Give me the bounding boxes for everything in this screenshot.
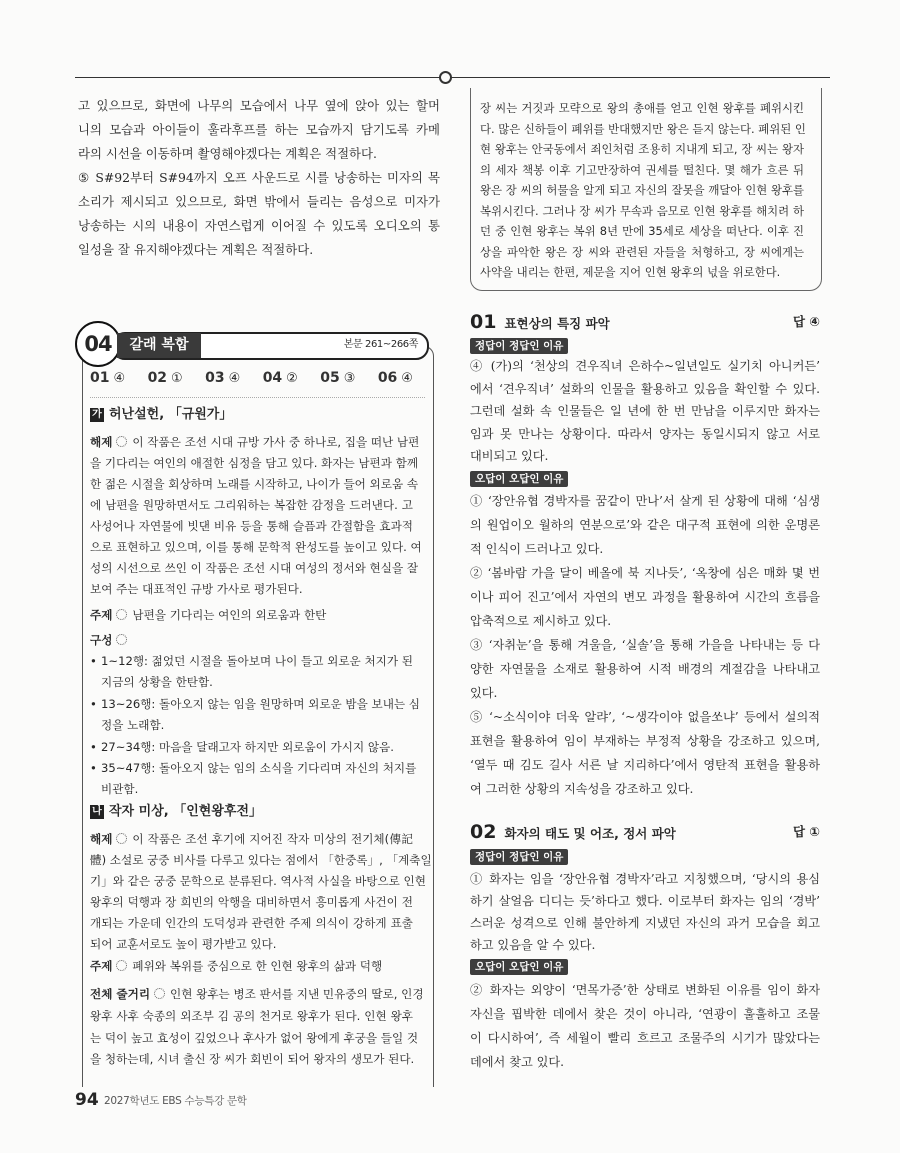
dotted-circle-icon bbox=[116, 436, 127, 447]
answer-item: 06 ④ bbox=[377, 370, 413, 386]
dotted-circle-icon bbox=[116, 609, 127, 620]
line-text: 있다. bbox=[470, 686, 498, 700]
text-line bbox=[470, 355, 820, 378]
text-line bbox=[480, 242, 804, 263]
line-text: 남편을 기다리는 여인의 외로움과 한탄 bbox=[132, 608, 327, 622]
line-text: 보여 주는 대표적인 규방 가사로 평가된다. bbox=[90, 582, 303, 596]
text-line bbox=[90, 630, 413, 651]
line-text: 개되는 가운데 인간의 도덕성과 관련한 주제 의식이 강하게 표출 bbox=[90, 916, 413, 930]
labeled-paragraph bbox=[90, 829, 432, 955]
synopsis-box-text bbox=[480, 98, 804, 283]
line-text: 일성을 잘 유지해야겠다는 계획은 적절하다. bbox=[78, 242, 314, 257]
line-text: 되어 교훈서로도 높이 평가받고 있다. bbox=[90, 937, 277, 951]
correct-reason-badge: 정답이 정답인 이유 bbox=[470, 849, 568, 865]
text-line bbox=[90, 737, 413, 758]
paragraph-label: 전체 줄거리 bbox=[90, 987, 151, 1001]
text-line bbox=[90, 892, 413, 913]
question-01-header bbox=[470, 310, 820, 334]
text-line bbox=[78, 190, 440, 214]
text-line bbox=[90, 984, 424, 1006]
question-number: 02 bbox=[470, 821, 497, 843]
text-line bbox=[470, 1050, 820, 1074]
text-line bbox=[90, 474, 419, 495]
line-text: 한 젊은 시절을 회상하며 노래를 시작하고, 나이가 들어 외로움 속 bbox=[90, 477, 419, 491]
work-ga-structure-list bbox=[90, 651, 420, 801]
text-line bbox=[480, 262, 804, 283]
line-text: 대비되고 있다. bbox=[470, 449, 549, 463]
line-text: 폐위와 복위를 중심으로 한 인현 왕후의 삶과 덕행 bbox=[132, 959, 383, 973]
section-number: 04 bbox=[75, 321, 121, 367]
paragraph bbox=[470, 978, 820, 1074]
text-line bbox=[470, 513, 820, 537]
line-text: 표현을 활용하여 임이 부재하는 부정적 상황을 강조하고 있으며, bbox=[470, 734, 820, 748]
q01-wrong-explanations bbox=[470, 489, 820, 801]
paragraph bbox=[78, 166, 440, 262]
text-line bbox=[78, 142, 440, 166]
line-text: 는 덕이 높고 효성이 깊었으나 후사가 없어 왕에게 후궁을 들일 것 bbox=[90, 1030, 419, 1045]
list-item bbox=[90, 651, 413, 694]
line-text: 그런데 설화 속 인물들은 일 년에 한 번 만남을 이루지만 화자는 bbox=[470, 404, 820, 418]
q02-correct-explanation bbox=[470, 868, 820, 956]
text-line bbox=[470, 657, 820, 681]
line-text: 을 청하는데, 시녀 출신 장 씨가 회빈이 되어 왕자의 생모가 된다. bbox=[90, 1052, 415, 1067]
line-text: 여 그러한 상황의 지속성을 강조하고 있다. bbox=[470, 782, 694, 796]
line-text: 이 다시하여’, 즉 세월이 빨리 흐르고 조물주의 시기가 많았다는 bbox=[470, 1031, 820, 1045]
text-line bbox=[90, 715, 413, 736]
answer-item: 02 ① bbox=[147, 370, 183, 386]
dotted-circle-icon bbox=[116, 960, 127, 971]
text-line bbox=[470, 633, 820, 657]
line-text: 현 왕후는 안국동에서 죄인처럼 조용히 지내게 되고, 장 씨는 왕자 bbox=[480, 142, 804, 156]
labeled-paragraph bbox=[90, 630, 413, 651]
line-text: ① ‘장안유협 경박자를 꿈같이 만나’서 살게 된 상황에 대해 ‘심생 bbox=[470, 494, 820, 508]
text-line bbox=[470, 445, 820, 468]
paragraph-label: 주제 bbox=[90, 959, 113, 973]
text-line bbox=[90, 453, 419, 474]
text-line bbox=[90, 1028, 419, 1050]
text-line bbox=[90, 495, 413, 516]
line-text: ‘열두 때 김도 길사 서른 날 지리하다’에서 영탄적 표현을 활용하 bbox=[470, 758, 820, 772]
wrong-reason-badge: 오답이 오답인 이유 bbox=[470, 959, 568, 975]
dotted-divider bbox=[90, 397, 425, 398]
text-line bbox=[470, 561, 820, 585]
work-ga-title: 가 허난설헌, 「규원가」 bbox=[90, 405, 232, 425]
answer-list bbox=[90, 368, 413, 389]
line-text: 에서 ‘견우직녀’ 설화의 인물을 활용하고 있음을 확인할 수 있다. bbox=[470, 381, 820, 396]
line-text: 왕후의 덕행과 장 희빈의 악행을 대비하면서 흥미롭게 사건이 전 bbox=[90, 895, 413, 909]
work-na-title: 나 작자 미상, 「인현왕후전」 bbox=[90, 802, 262, 822]
line-text: 13~26행: 돌아오지 않는 임을 원망하며 외로운 밤을 보내는 심 bbox=[101, 696, 420, 711]
text-line bbox=[470, 934, 820, 956]
text-line bbox=[470, 681, 820, 705]
text-line bbox=[480, 221, 804, 242]
line-text: 35~47행: 돌아오지 않는 임의 소식을 기다리며 자신의 처지를 bbox=[101, 761, 417, 776]
text-line bbox=[90, 779, 413, 800]
text-line bbox=[90, 829, 413, 850]
line-text: 왕후 사후 숙종의 외조부 김 공의 천거로 왕후가 된다. 인현 왕후 bbox=[90, 1008, 413, 1023]
paragraph bbox=[470, 705, 820, 801]
text-line bbox=[78, 166, 440, 190]
text-line bbox=[90, 579, 413, 600]
paragraph bbox=[470, 489, 820, 561]
line-text: 데에서 찾고 있다. bbox=[470, 1055, 565, 1069]
text-line bbox=[90, 871, 426, 892]
labeled-paragraph bbox=[90, 956, 413, 977]
line-text: 라의 시선을 이동하며 촬영해야겠다는 계획은 적절하다. bbox=[78, 146, 377, 161]
question-answer: 답 ④ bbox=[792, 314, 820, 329]
line-text: 양한 자연물을 소재로 활용하여 시적 배경의 계절감을 나타내고 bbox=[470, 662, 820, 676]
labeled-paragraph bbox=[90, 984, 424, 1071]
work-ga-theme bbox=[90, 605, 413, 626]
work-na-badge: 나 bbox=[90, 805, 104, 819]
text-line bbox=[470, 753, 820, 777]
line-text: 임과 못 만나는 상황이다. 따라서 양자는 동일시되지 않고 서로 bbox=[470, 426, 820, 441]
answer-item: 04 ② bbox=[262, 370, 298, 386]
line-text: 복위시킨다. 그러나 장 씨가 무속과 음모로 인현 왕후를 해치려 하 bbox=[480, 203, 804, 218]
text-line bbox=[470, 890, 820, 912]
line-text: 사약을 내리는 한편, 제문을 지어 인현 왕후의 넋을 위로한다. bbox=[480, 265, 781, 279]
text-line bbox=[90, 651, 413, 672]
question-number: 01 bbox=[470, 311, 497, 333]
text-line bbox=[78, 214, 440, 238]
text-line bbox=[480, 180, 804, 201]
line-text: ③ ‘자취눈’을 통해 겨울을, ‘실솔’을 통해 가을을 나타내는 등 다 bbox=[470, 638, 820, 652]
line-text: 體) 소설로 궁중 비사를 다루고 있다는 점에서 「한중록」, 「계축일 bbox=[90, 853, 432, 867]
question-title: 표현상의 특징 파악 bbox=[504, 316, 610, 331]
rule-circle-ornament bbox=[439, 71, 452, 84]
book-title: 2027학년도 EBS 수능특강 문학 bbox=[104, 1095, 247, 1107]
text-line bbox=[90, 672, 413, 693]
page-number: 94 bbox=[75, 1090, 99, 1110]
text-line bbox=[90, 516, 413, 537]
line-text: 사성어나 자연물에 빗댄 비유 등을 통해 슬픔과 간절함을 효과적 bbox=[90, 519, 413, 533]
text-line bbox=[470, 609, 820, 633]
dotted-circle-icon bbox=[154, 988, 165, 999]
text-line bbox=[470, 912, 820, 934]
text-line bbox=[90, 1049, 413, 1071]
labeled-paragraph bbox=[90, 432, 422, 600]
answer-item: 03 ④ bbox=[205, 370, 241, 386]
dotted-circle-icon bbox=[116, 634, 127, 645]
line-text: 니의 모습과 아이들이 훌라후프를 하는 모습까지 담기도록 카메 bbox=[78, 122, 440, 137]
line-text: 인현 왕후는 병조 판서를 지낸 민유중의 딸로, 인경 bbox=[170, 987, 424, 1001]
section-title: 갈래 복합 bbox=[117, 333, 201, 358]
line-text: 하기 살얼음 디디는 듯’하다고 했다. 이로부터 화자는 임의 ‘경박’ bbox=[470, 894, 820, 908]
correct-reason-badge: 정답이 정답인 이유 bbox=[470, 338, 568, 354]
text-line bbox=[470, 400, 820, 423]
line-text: 다. 많은 신하들이 폐위를 반대했지만 왕은 듣지 않는다. 폐위된 인 bbox=[480, 121, 806, 136]
section-page-range: 본문 261~266쪽 bbox=[343, 339, 418, 350]
paragraph-label: 주제 bbox=[90, 608, 113, 622]
text-line bbox=[90, 1006, 413, 1028]
text-line bbox=[78, 118, 440, 142]
text-line bbox=[470, 585, 820, 609]
line-text: 지금의 상황을 한탄함. bbox=[101, 675, 213, 690]
line-text: 기」와 같은 궁중 문학으로 분류된다. 역사적 사실을 바탕으로 인현 bbox=[90, 874, 426, 888]
text-line bbox=[470, 1002, 820, 1026]
work-ga-badge: 가 bbox=[90, 408, 104, 422]
q02-wrong-explanation bbox=[470, 978, 820, 1074]
text-line bbox=[470, 1026, 820, 1050]
text-line bbox=[90, 558, 419, 579]
answer-item: 05 ③ bbox=[320, 370, 356, 386]
line-text: 을 기다리는 여인의 애절한 심정을 담고 있다. 화자는 남편과 함께 bbox=[90, 456, 419, 470]
line-text: ⑤ ‘~소식이야 더욱 알랴’, ‘~생각이야 없을쏘냐’ 등에서 설의적 bbox=[470, 710, 820, 724]
work-ga-haeje bbox=[90, 432, 422, 600]
work-na-theme bbox=[90, 956, 413, 977]
paragraph bbox=[78, 94, 440, 166]
paragraph bbox=[480, 98, 804, 283]
text-line bbox=[470, 537, 820, 561]
text-line bbox=[470, 423, 820, 446]
text-line bbox=[78, 94, 440, 118]
work-na-haeje bbox=[90, 829, 432, 955]
text-line bbox=[90, 850, 432, 871]
line-text: 으로 표현하고 있으며, 이를 통해 문학적 완성도를 높이고 있다. 여 bbox=[90, 540, 422, 554]
line-text: ⑤ S#92부터 S#94까지 오프 사운드로 시를 낭송하는 미자의 목 bbox=[78, 170, 440, 185]
line-text: ④ (가)의 ‘천상의 견우직녀 은하수~일년일도 실기치 아니커든’ bbox=[470, 359, 820, 373]
previous-explanation-continued bbox=[78, 94, 440, 262]
line-text: 스러운 성격으로 인해 불안하게 지냈던 자신의 과거 모습을 회고 bbox=[470, 916, 820, 930]
text-line bbox=[470, 978, 820, 1002]
line-text: 고 있으므로, 화면에 나무의 모습에서 나무 옆에 앉아 있는 할머 bbox=[78, 98, 440, 113]
text-line bbox=[90, 758, 417, 779]
text-line bbox=[480, 160, 804, 181]
paragraph-label: 해제 bbox=[90, 832, 113, 846]
text-line bbox=[480, 201, 804, 222]
question-answer: 답 ① bbox=[792, 824, 820, 839]
line-text: ② 화자는 외양이 ‘면목가증’한 상태로 변화된 이유를 임이 화자 bbox=[470, 983, 820, 997]
text-line bbox=[90, 956, 413, 977]
line-text: 낭송하는 시의 내용이 자연스럽게 이어질 수 있도록 오디오의 통 bbox=[78, 218, 440, 233]
line-text: 압축적으로 제시하고 있다. bbox=[470, 614, 612, 628]
text-line bbox=[90, 694, 420, 715]
wrong-reason-badge: 오답이 오답인 이유 bbox=[470, 471, 568, 487]
list-item bbox=[90, 737, 413, 758]
paragraph-label: 해제 bbox=[90, 435, 113, 449]
line-text: 이나 피어 진고’에서 자연의 변모 과정을 활용하여 시간의 흐름을 bbox=[470, 590, 820, 604]
text-line bbox=[470, 489, 820, 513]
line-text: 소리가 제시되고 있으므로, 화면 밖에서 들리는 음성으로 미자가 bbox=[78, 194, 440, 209]
question-title: 화자의 태도 및 어조, 정서 파악 bbox=[504, 826, 676, 841]
text-line bbox=[470, 868, 820, 890]
line-text: 의 원업이오 월하의 연분으로’와 같은 대구적 표현에 의한 운명론 bbox=[470, 518, 820, 532]
line-text: 하고 있음을 알 수 있다. bbox=[470, 938, 596, 952]
text-line bbox=[470, 729, 820, 753]
text-line bbox=[480, 119, 804, 140]
text-line bbox=[470, 777, 820, 801]
text-line bbox=[90, 605, 413, 626]
line-text: 에 남편을 원망하면서도 그리워하는 복잡한 감정을 드러낸다. 고 bbox=[90, 498, 413, 512]
line-text: 던 중 인현 왕후는 복위 8년 만에 35세로 세상을 떠난다. 이후 진 bbox=[480, 224, 804, 238]
line-text: 성의 시선으로 쓰인 이 작품은 조선 시대 여성의 정서와 현실을 잘 bbox=[90, 561, 419, 575]
line-text: 이 작품은 조선 시대 규방 가사 중 하나로, 집을 떠난 남편 bbox=[132, 435, 420, 449]
line-text: 장 씨는 거짓과 모략으로 왕의 총애를 얻고 인현 왕후를 폐위시킨 bbox=[480, 101, 804, 115]
line-text: 1~12행: 젊었던 시절을 돌아보며 나이 들고 외로운 처지가 된 bbox=[101, 654, 413, 668]
line-text: ② ‘봄바람 가을 달이 베올에 북 지나듯’, ‘옥창에 심은 매화 몇 번 bbox=[470, 566, 820, 580]
line-text: 자신을 핍박한 데에서 찾은 것이 아니라, ‘연광이 훌훌하고 조물 bbox=[470, 1007, 820, 1021]
text-line bbox=[90, 537, 422, 558]
question-02-header bbox=[470, 820, 820, 844]
text-line bbox=[78, 238, 440, 262]
text-line bbox=[90, 432, 420, 453]
line-text: 의 세자 책봉 이후 기고만장하여 권세를 떨친다. 몇 해가 흐른 뒤 bbox=[480, 162, 804, 177]
line-text: 상을 파악한 왕은 장 씨와 관련된 자들을 처형하고, 장 씨에게는 bbox=[480, 244, 804, 259]
text-line bbox=[90, 934, 413, 955]
line-text: 적 인식이 드러나고 있다. bbox=[470, 542, 604, 556]
line-text: ① 화자는 임을 ‘장안유협 경박자’라고 지칭했으며, ‘당시의 용심 bbox=[470, 872, 820, 886]
list-item bbox=[90, 758, 417, 801]
top-rule bbox=[75, 77, 830, 78]
paragraph-label: 구성 bbox=[90, 633, 113, 647]
text-line bbox=[480, 98, 804, 119]
line-text: 비관함. bbox=[101, 782, 139, 797]
q01-correct-explanation bbox=[470, 355, 820, 468]
line-text: 이 작품은 조선 후기에 지어진 작자 미상의 전기체(傳記 bbox=[132, 832, 413, 846]
paragraph bbox=[470, 633, 820, 705]
paragraph bbox=[470, 561, 820, 633]
line-text: 왕은 장 씨의 허물을 알게 되고 자신의 잘못을 깨달아 인현 왕후를 bbox=[480, 183, 804, 197]
text-line bbox=[90, 913, 413, 934]
text-line bbox=[480, 139, 804, 160]
text-line bbox=[470, 378, 820, 401]
work-na-synopsis bbox=[90, 984, 424, 1071]
dotted-circle-icon bbox=[116, 833, 127, 844]
answer-item: 01 ④ bbox=[90, 370, 126, 386]
line-text: 27~34행: 마음을 달래고자 하지만 외로움이 가시지 않음. bbox=[101, 739, 394, 754]
list-item bbox=[90, 694, 420, 737]
line-text: 정을 노래함. bbox=[101, 718, 165, 733]
text-line bbox=[470, 705, 820, 729]
paragraph bbox=[470, 868, 820, 956]
work-ga-structure bbox=[90, 630, 413, 651]
paragraph bbox=[470, 355, 820, 468]
labeled-paragraph bbox=[90, 605, 413, 626]
